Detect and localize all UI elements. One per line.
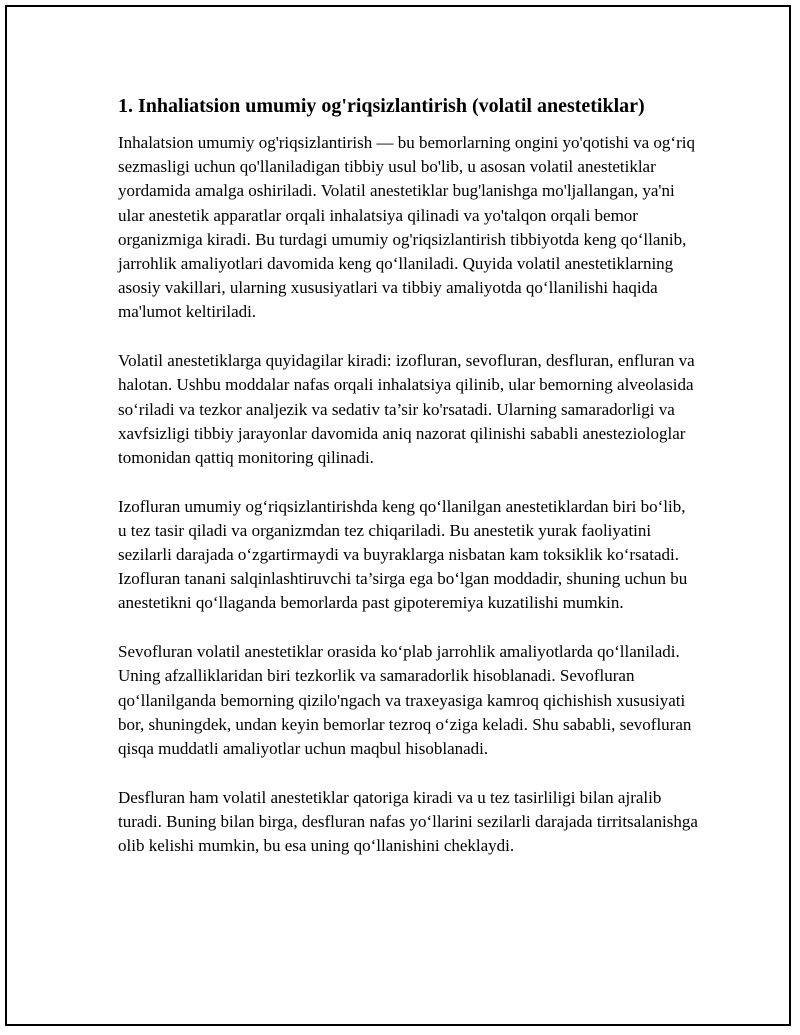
paragraph-intro: Inhalatsion umumiy og'riqsizlantirish — bu bemorlarning ongini yo'qotishi va og‘riq sezmasligi uchun qo'llaniladigan tibbiy usul bo'lib, u asosan volatil anestetiklar yordamida amalga oshiriladi. Volatil anestetiklar bug'lanishga mo'ljallangan, ya'ni ular anestetik apparatlar orqali inhalatsiya qilinadi va yo'talqon orqali bemor organizmiga kiradi. Bu turdagi umumiy og'riqsizlantirish tibbiyotda keng qo‘llanib, jarrohlik amaliyotlari davomida keng qo‘llaniladi. Quyida volatil anestetiklarning asosiy vakillari, ularning xususiyatlari va tibbiy amaliyotda qo‘llanilishi haqida ma'lumot keltiriladi. bbox=[118, 133, 695, 322]
paragraph-volatile-list: Volatil anestetiklarga quyidagilar kiradi: izofluran, sevofluran, desfluran, enfluran va halotan. Ushbu moddalar nafas orqali inhalatsiya qilinib, ular bemorning alveolasida so‘riladi va tezkor analjezik va sedativ ta’sir ko'rsatadi. Ularning samaradorligi va xavfsizligi tibbiy jarayonlar davomida aniq nazorat qilinishi sababli anesteziologlar tomonidan qattiq monitoring qilinadi. bbox=[118, 351, 695, 467]
paragraph-sevoflurane: Sevofluran volatil anestetiklar orasida ko‘plab jarrohlik amaliyotlarda qo‘llaniladi. Uning afzalliklaridan biri tezkorlik va samaradorlik hisoblanadi. Sevofluran qo‘llanilganda bemorning qizilo'ngach va traxeyasiga kamroq qichishish xususiyati bor, shuningdek, undan keyin bemorlar tezroq o‘ziga keladi. Shu sababli, sevofluran qisqa muddatli amaliyotlar uchun maqbul hisoblanadi. bbox=[118, 642, 692, 758]
paragraph-isoflurane: Izofluran umumiy og‘riqsizlantirishda keng qo‘llanilgan anestetiklardan biri bo‘lib, u tez tasir qiladi va organizmdan tez chiqariladi. Bu anestetik yurak faoliyatini sezilarli darajada o‘zgartirmaydi va buyraklarga nisbatan kam toksiklik ko‘rsatadi. Izofluran tanani salqinlashtiruvchi ta’sirga ega bo‘lgan moddadir, shuning uchun bu anestetikni qo‘llaganda bemorlarda past gipoteremiya kuzatilishi mumkin. bbox=[118, 496, 688, 613]
paragraph-desflurane: Desfluran ham volatil anestetiklar qatoriga kiradi va u tez tasirliligi bilan ajralib turadi. Buning bilan birga, desfluran nafas yo‘llarini sezilarli darajada tirritsalanishga olib kelishi mumkin, bu esa uning qo‘llanishini cheklaydi. bbox=[118, 787, 698, 856]
document-body bbox=[118, 92, 698, 883]
section-heading: 1. Inhaliatsion umumiy og'riqsizlantirish (volatil anestetiklar) bbox=[118, 95, 645, 117]
